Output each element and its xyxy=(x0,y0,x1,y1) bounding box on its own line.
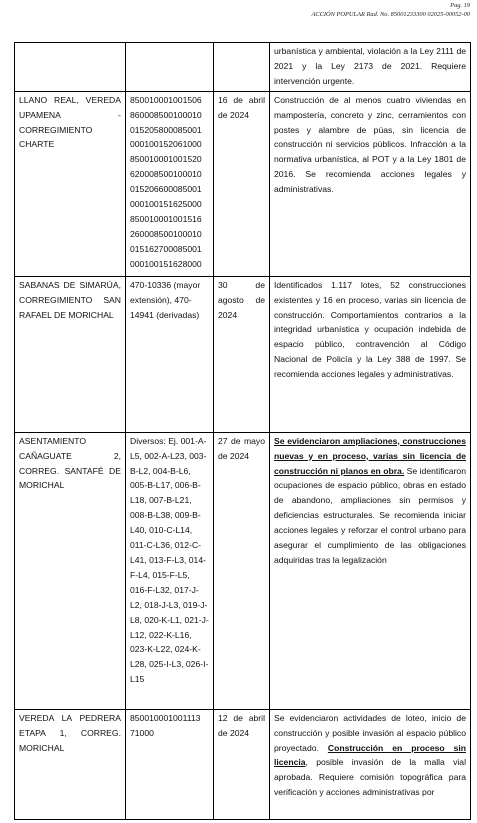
page-number: Pag. 19 xyxy=(450,2,470,9)
case-reference: ACCIÓN POPULAR Rad. No. 85001233300 02025-00052-00 xyxy=(311,10,470,18)
date-cell: 30 de agosto de 2024 xyxy=(214,276,270,432)
date-cell: 27 de mayo de 2024 xyxy=(214,432,270,709)
page-header xyxy=(311,2,470,19)
observation-text: Identificados 1.117 lotes, 52 construcciones existentes y 16 en proceso, varias sin licencia de construcción. Comportamientos contrarios a la integridad urbanística y ocupación indebida de espacio público, contravención al Código Nacional de Policía y la Ley 388 de 1997. Se recomienda acciones legales y administrativas. xyxy=(274,279,466,380)
codes-cell: Diversos: Ej. 001-A-L5, 002-A-L23, 003-B-L2, 004-B-L6, 005-B-L17, 006-B-L18, 007-B-L21, 008-B-L38, 009-B-L40, 010-C-L14, 011-C-L36, 012-C-L41, 013-F-L3, 014-F-L4, 015-F-L5, 016-F-L32, 017-J-L2, 018-J-L3, 019-J-L8, 020-K-L1, 021-J-L12, 022-K-L16, 023-K-L22, 024-K-L28, 025-I-L3, 026-I-L15 xyxy=(126,432,214,709)
location-cell xyxy=(15,43,126,92)
location-cell: ASENTAMIENTO CAÑAGUATE 2, CORREG. SANTAFÉ DE MORICHAL xyxy=(15,432,126,709)
table-row xyxy=(15,432,471,709)
codes-cell: 850010001001113 71000 xyxy=(126,709,214,819)
underlined-observation-text: Se evidenciaron ampliaciones, construcciones nuevas y en proceso, varias sin licencia de construcción ni planos en obra. xyxy=(274,435,466,476)
observation-cell xyxy=(270,709,471,819)
codes-cell: 850010001001506 860008500100010 015205800085001 000100152061000 850010001001520 620008500100010 015206600085001 000100151625000 850010001001516 260008500100010 015162700085001 000100151628000 xyxy=(126,91,214,276)
observation-cell xyxy=(270,432,471,709)
observation-text: Construcción de al menos cuatro viviendas en mampostería, concreto y zinc, cerramientos con postes y alambre de púas, sin licencia de construcción ni servicios públicos. Infracción a la normativa urbanística, al POT y a la Ley 1801 de 2016. Se recomienda acciones legales y administrativas. xyxy=(274,94,466,195)
location-cell: VEREDA LA PEDRERA ETAPA 1, CORREG. MORICHAL xyxy=(15,709,126,819)
observation-text: Se evidenciaron actividades de loteo, inicio de construcción y posible invasión al espacio público proyectado. xyxy=(274,712,466,753)
codes-cell: 470-10336 (mayor extensión), 470-14941 (derivadas) xyxy=(126,276,214,432)
table-row xyxy=(15,276,471,432)
codes-cell xyxy=(126,43,214,92)
location-cell: LLANO REAL, VEREDA UPAMENA - CORREGIMIENTO CHARTE xyxy=(15,91,126,276)
date-cell: 12 de abril de 2024 xyxy=(214,709,270,819)
date-cell xyxy=(214,43,270,92)
table-row xyxy=(15,709,471,819)
observation-cell xyxy=(270,276,471,432)
underlined-observation-text: Construcción en proceso sin licencia xyxy=(274,742,466,768)
table-row xyxy=(15,91,471,276)
date-cell: 16 de abril de 2024 xyxy=(214,91,270,276)
observation-cell xyxy=(270,91,471,276)
observation-text: Se identificaron ocupaciones de espacio público, obras en estado de abandono, ampliaciones sin permisos y deficiencias estructurales. Se recomienda iniciar acciones legales y reforzar el control urbano para asegurar el cumplimiento de las obligaciones adquiridas tras la legalización xyxy=(274,465,466,565)
observation-cell xyxy=(270,43,471,92)
findings-table xyxy=(14,42,471,820)
table-row xyxy=(15,43,471,92)
observation-text: , posible invasión de la malla vial aprobada. Requiere comisión topográfica para verificación y acciones administrativas por xyxy=(274,757,466,798)
location-cell: SABANAS DE SIMARÚA, CORREGIMIENTO SAN RAFAEL DE MORICHAL xyxy=(15,276,126,432)
observation-text: urbanística y ambiental, violación a la Ley 2111 de 2021 y la Ley 2173 de 2021. Requiere intervención urgente. xyxy=(274,46,466,86)
